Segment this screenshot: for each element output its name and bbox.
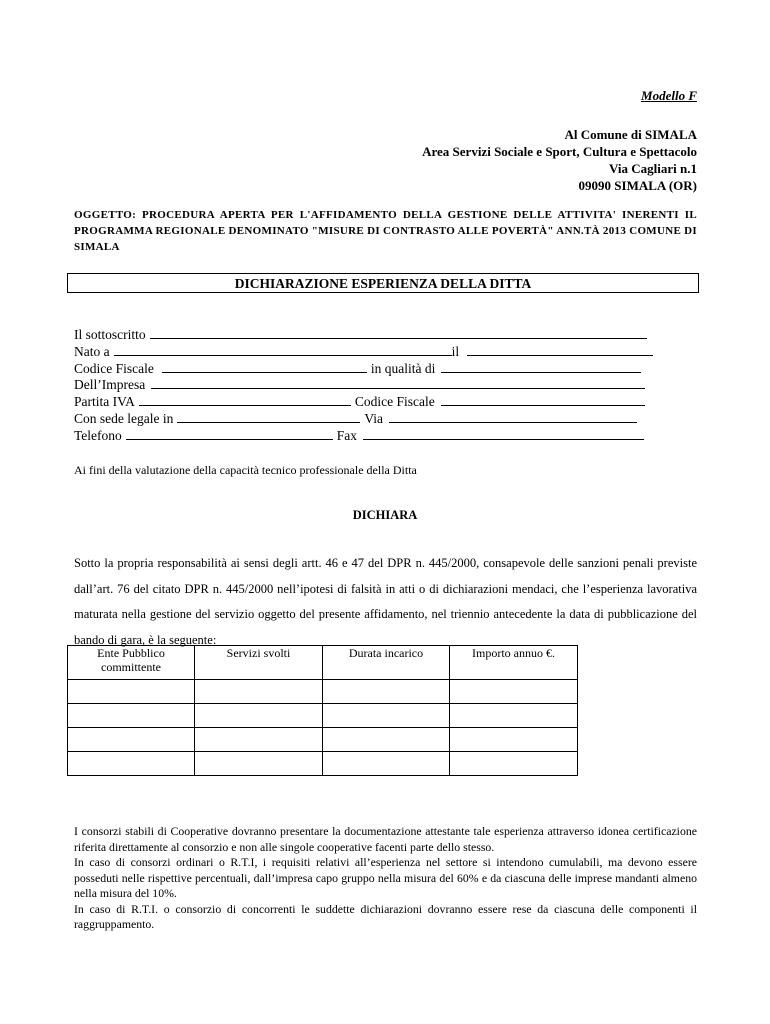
form-label: in qualità di [370,360,436,376]
form-row [74,376,674,393]
table-header-cell: Ente Pubblico committente [68,646,195,680]
address-line: Area Servizi Sociale e Sport, Cultura e Spettacolo [422,144,697,159]
table-cell[interactable] [68,680,195,704]
form-label: Telefono [74,427,122,443]
table-cell[interactable] [323,728,450,752]
form-label: Partita IVA [74,394,135,410]
table-header-cell: Servizi svolti [195,646,323,680]
legal-seat-field[interactable] [177,410,360,423]
codice-fiscale-field[interactable] [162,360,367,373]
intro-text: Ai fini della valutazione della capacità tecnico professionale della Ditta [74,463,417,477]
table-cell[interactable] [323,680,450,704]
dichiara-heading: DICHIARA [352,508,418,522]
recipient-address [300,126,697,194]
table-cell[interactable] [450,680,578,704]
address-line: 09090 SIMALA (OR) [578,178,697,193]
table-cell[interactable] [450,728,578,752]
table-cell[interactable] [450,704,578,728]
address-line: Al Comune di SIMALA [564,127,697,142]
form-row [74,360,674,377]
birthplace-field[interactable] [114,343,452,356]
form-row [74,410,674,427]
sottoscritto-field[interactable] [150,326,647,339]
model-label: Modello F [641,88,697,103]
table-cell[interactable] [195,680,323,704]
table-cell[interactable] [68,728,195,752]
form-label: Fax [336,427,358,443]
form-label: Codice Fiscale [354,394,435,410]
address-line: Via Cagliari n.1 [609,161,697,176]
phone-field[interactable] [126,427,333,440]
table-row [68,704,578,728]
form-label: Nato a [74,343,110,359]
experience-table [67,645,578,776]
form-label: Con sede legale in [74,410,174,426]
table-row [68,752,578,776]
footnote-paragraph: In caso di R.T.I. o consorzio di concorrenti le suddette dichiarazioni dovranno essere rese da ciascuna delle componenti il raggruppamento. [74,901,697,931]
form-label: Dell’Impresa [74,377,146,393]
declarant-form [74,326,674,444]
form-label: Il sottoscritto [74,327,146,342]
table-header-cell: Importo annuo €. [450,646,578,680]
form-row [74,427,674,444]
form-row [74,343,674,360]
form-label: il [451,343,460,359]
footnote-paragraph: I consorzi stabili di Cooperative dovranno presentare la documentazione attestante tale esperienza attraverso idonea certificazione riferita direttamente al consorzio e non alle singole cooperative facenti parte dello stesso. [74,824,697,854]
table-row [68,680,578,704]
fax-field[interactable] [363,427,644,440]
partita-iva-field[interactable] [139,393,351,406]
table-cell[interactable] [68,704,195,728]
footnotes [74,824,697,933]
street-field[interactable] [389,410,637,423]
form-row [74,393,674,410]
table-header-row [68,646,578,680]
role-field[interactable] [441,360,641,373]
table-cell[interactable] [68,752,195,776]
form-label: Codice Fiscale [74,360,154,376]
table-cell[interactable] [323,704,450,728]
table-cell[interactable] [195,704,323,728]
table-cell[interactable] [195,728,323,752]
birthdate-field[interactable] [467,343,653,356]
subject-text: OGGETTO: PROCEDURA APERTA PER L'AFFIDAMENTO DELLA GESTIONE DELLE ATTIVITA' INERENTI IL PROGRAMMA REGIONALE DENOMINATO "MISURE DI CONTRASTO ALLE POVERTÀ" ANN.TÀ 2013 COMUNE DI SIMALA [74,209,697,253]
statement-paragraph: Sotto la propria responsabilità ai sensi degli artt. 46 e 47 del DPR n. 445/2000, consapevole delle sanzioni penali previste dall’art. 76 del citato DPR n. 445/2000 nell’ipotesi di falsità in atti o di dichiarazioni mendaci, che l’esperienza lavorativa maturata nella gestione del servizio oggetto del presente affidamento, nel triennio antecedente la data di pubblicazione del bando di gara, è la seguente: [74,556,697,647]
form-label: Via [364,410,384,426]
table-row [68,728,578,752]
company-codice-fiscale-field[interactable] [441,393,645,406]
table-cell[interactable] [323,752,450,776]
table-cell[interactable] [195,752,323,776]
company-field[interactable] [151,376,645,389]
footnote-paragraph: In caso di consorzi ordinari o R.T.I, i requisiti relativi all’esperienza nel settore si intendono cumulabili, ma devono essere posseduti nelle rispettive percentuali, dall’impresa capo gruppo nella misura del 60% e da ciascuna delle imprese mandanti almeno nella misura del 10%. [74,855,697,900]
document-title: DICHIARAZIONE ESPERIENZA DELLA DITTA [67,273,699,293]
table-header-cell: Durata incarico [323,646,450,680]
table-cell[interactable] [450,752,578,776]
form-row [74,326,674,343]
